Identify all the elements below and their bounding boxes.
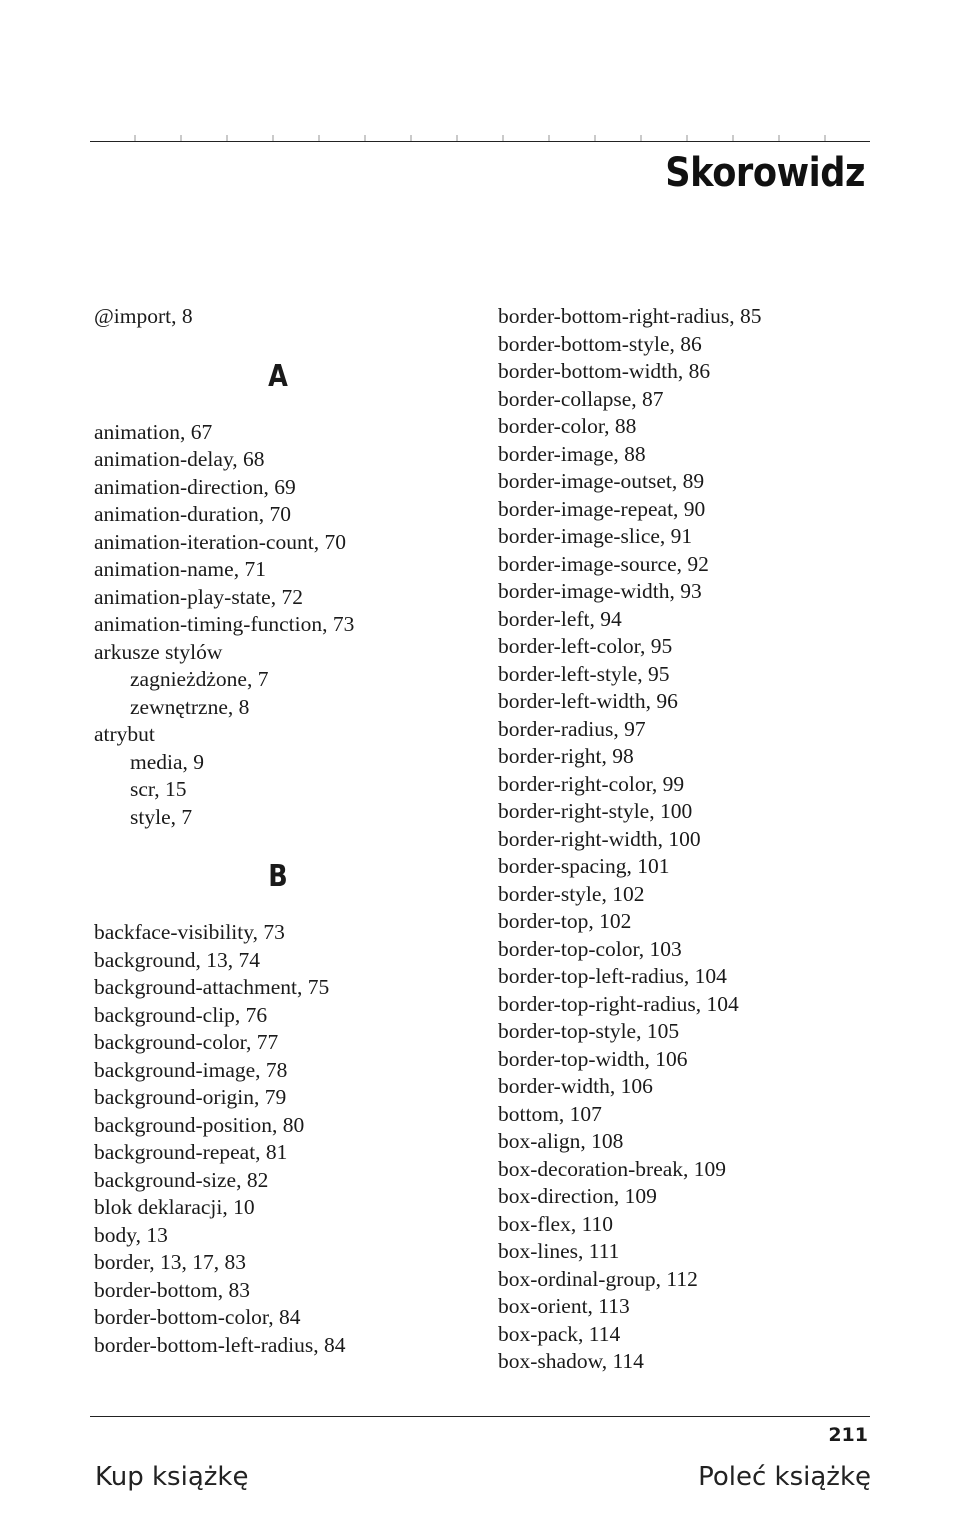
- index-subentry: scr, 15: [130, 777, 187, 801]
- index-subentry: zagnieżdżone, 7: [130, 667, 269, 691]
- index-entry: border-top-style, 105: [498, 1019, 680, 1043]
- index-entry: border-right, 98: [498, 744, 634, 768]
- index-entry: box-decoration-break, 109: [498, 1156, 727, 1181]
- index-entry: border-top-right-radius, 104: [498, 991, 739, 1016]
- index-entry: background, 13, 74: [94, 947, 260, 972]
- index-entry: animation-direction, 69: [94, 474, 296, 499]
- index-entry: background-origin, 79: [94, 1085, 287, 1109]
- index-entry: border-right-width, 100: [498, 826, 701, 851]
- index-entry: border-right-style, 100: [498, 799, 693, 823]
- page-title: Skorowidz: [665, 150, 865, 196]
- index-entry: border-image-source, 92: [498, 551, 709, 576]
- index-entry: animation, 67: [94, 419, 213, 444]
- footer-rule: [90, 1416, 870, 1417]
- index-entry: border-left-width, 96: [498, 689, 678, 713]
- index-entry: box-pack, 114: [498, 1321, 621, 1346]
- index-entry: animation-delay, 68: [94, 447, 265, 471]
- index-entry: border-left-color, 95: [498, 634, 673, 658]
- index-entry: background-image, 78: [94, 1057, 288, 1082]
- index-entry: border-top, 102: [498, 909, 632, 933]
- index-entry: border-left, 94: [498, 606, 622, 631]
- index-entry: border-bottom-color, 84: [94, 1305, 301, 1329]
- index-entry: border-collapse, 87: [498, 386, 664, 411]
- index-entry: border-radius, 97: [498, 716, 646, 741]
- index-entry: box-direction, 109: [498, 1184, 657, 1208]
- header-rule: [90, 141, 870, 142]
- section-letter-a: A: [268, 358, 288, 394]
- index-entry: blok deklaracji, 10: [94, 1195, 255, 1219]
- index-entry: animation-name, 71: [94, 557, 266, 581]
- index-column-right: [498, 303, 878, 1376]
- index-entry: animation-iteration-count, 70: [94, 529, 346, 554]
- index-entry: border-width, 106: [498, 1074, 653, 1098]
- index-entry: bottom, 107: [498, 1101, 602, 1126]
- index-entry: animation-timing-function, 73: [94, 612, 355, 636]
- index-entry: box-flex, 110: [498, 1211, 614, 1236]
- index-entry: border, 13, 17, 83: [94, 1250, 247, 1274]
- index-entry: atrybut: [94, 722, 155, 746]
- index-entry: background-repeat, 81: [94, 1140, 288, 1164]
- index-entry: border-bottom-style, 86: [498, 331, 702, 356]
- recommend-book-link[interactable]: Poleć książkę: [698, 1462, 871, 1492]
- index-entry: box-ordinal-group, 112: [498, 1266, 698, 1291]
- index-entry: background-size, 82: [94, 1167, 269, 1192]
- index-entry: background-position, 80: [94, 1112, 305, 1137]
- index-entry: backface-visibility, 73: [94, 920, 285, 944]
- index-entry: animation-duration, 70: [94, 502, 292, 526]
- page-number: 211: [828, 1424, 868, 1446]
- index-entry: arkusze stylów: [94, 639, 223, 664]
- index-entry: border-bottom, 83: [94, 1277, 251, 1302]
- index-entry: border-spacing, 101: [498, 854, 670, 878]
- index-entry: border-left-style, 95: [498, 661, 670, 686]
- index-entry: body, 13: [94, 1222, 168, 1247]
- index-entry: border-style, 102: [498, 881, 645, 906]
- index-subentry: zewnętrzne, 8: [130, 694, 250, 719]
- index-entry: box-shadow, 114: [498, 1349, 644, 1373]
- index-entry: border-top-left-radius, 104: [498, 964, 727, 988]
- index-entry: background-attachment, 75: [94, 975, 330, 999]
- index-entry: border-image-outset, 89: [498, 469, 705, 493]
- index-entry: border-image-repeat, 90: [498, 496, 706, 521]
- index-entry: border-bottom-right-radius, 85: [498, 304, 762, 328]
- index-entry: border-image, 88: [498, 441, 646, 466]
- buy-book-link[interactable]: Kup książkę: [95, 1462, 249, 1492]
- index-entry: border-top-width, 106: [498, 1046, 688, 1071]
- index-entry: background-clip, 76: [94, 1002, 268, 1027]
- index-entry: animation-play-state, 72: [94, 584, 303, 609]
- index-entry: background-color, 77: [94, 1030, 279, 1054]
- index-entry: border-image-width, 93: [498, 579, 702, 603]
- index-subentry: style, 7: [130, 804, 193, 829]
- index-subentry: media, 9: [130, 749, 205, 774]
- index-entry: box-align, 108: [498, 1129, 624, 1153]
- index-entry: border-top-color, 103: [498, 936, 682, 961]
- index-entry: border-right-color, 99: [498, 771, 685, 796]
- index-entry: border-color, 88: [498, 414, 637, 438]
- index-column-left: [94, 303, 474, 1359]
- index-entry: @import, 8: [94, 304, 193, 328]
- index-entry: box-orient, 113: [498, 1294, 630, 1318]
- index-entry: box-lines, 111: [498, 1239, 620, 1263]
- index-entry: border-image-slice, 91: [498, 524, 693, 548]
- index-entry: border-bottom-left-radius, 84: [94, 1332, 346, 1357]
- section-letter-b: B: [268, 859, 288, 894]
- index-entry: border-bottom-width, 86: [498, 359, 711, 383]
